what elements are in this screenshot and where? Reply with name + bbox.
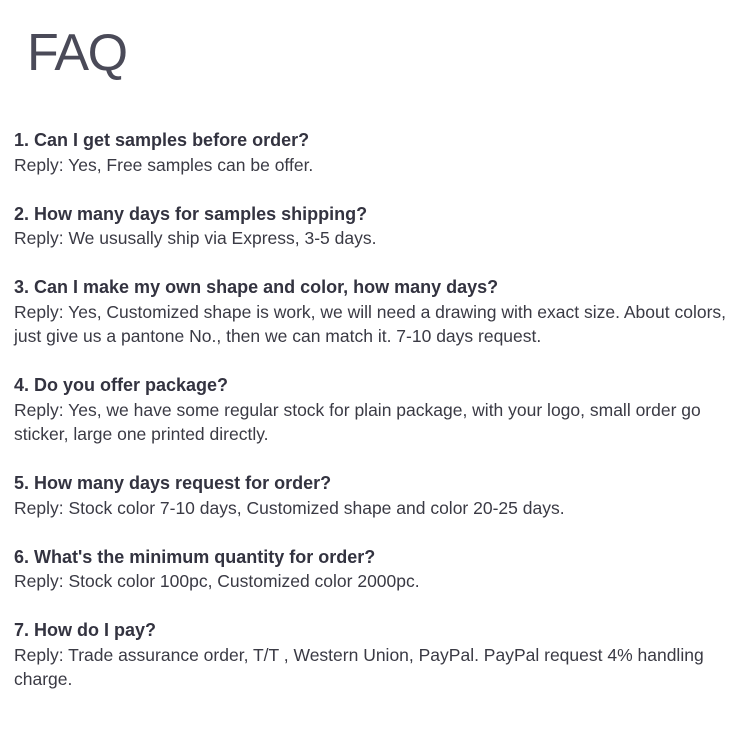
faq-item-5 <box>14 471 736 520</box>
faq-answer: Reply: Trade assurance order, T/T , Western Union, PayPal. PayPal request 4% handling charge. <box>14 644 704 689</box>
faq-item-6 <box>14 545 736 594</box>
faq-question: 6. What's the minimum quantity for order? <box>14 546 376 567</box>
faq-question: 2. How many days for samples shipping? <box>14 203 368 224</box>
faq-question: 5. How many days request for order? <box>14 473 332 493</box>
faq-answer: Reply: We ususally ship via Express, 3-5 days. <box>14 228 377 248</box>
faq-answer: Reply: Yes, we have some regular stock for plain package, with your logo, small order go sticker, large one printed directly. <box>14 399 701 444</box>
page-title: FAQ <box>27 24 127 82</box>
faq-item-7 <box>14 618 736 692</box>
faq-answer: Reply: Yes, Free samples can be offer. <box>14 154 314 175</box>
faq-question: 3. Can I make my own shape and color, how many days? <box>14 277 499 297</box>
faq-answer: Reply: Stock color 7-10 days, Customized shape and color 20-25 days. <box>14 497 565 518</box>
faq-answer: Reply: Stock color 100pc, Customized color 2000pc. <box>14 571 420 591</box>
faq-question: 4. Do you offer package? <box>14 375 229 395</box>
faq-list <box>14 128 736 716</box>
faq-item-3 <box>14 275 736 349</box>
faq-item-4 <box>14 373 736 447</box>
faq-question: 7. How do I pay? <box>14 620 157 640</box>
faq-item-2 <box>14 202 736 251</box>
faq-question: 1. Can I get samples before order? <box>14 130 310 150</box>
faq-answer: Reply: Yes, Customized shape is work, we will need a drawing with exact size. About colors, just give us a pantone No., then we can match it. 7-10 days request. <box>14 301 727 346</box>
faq-item-1 <box>14 128 736 177</box>
